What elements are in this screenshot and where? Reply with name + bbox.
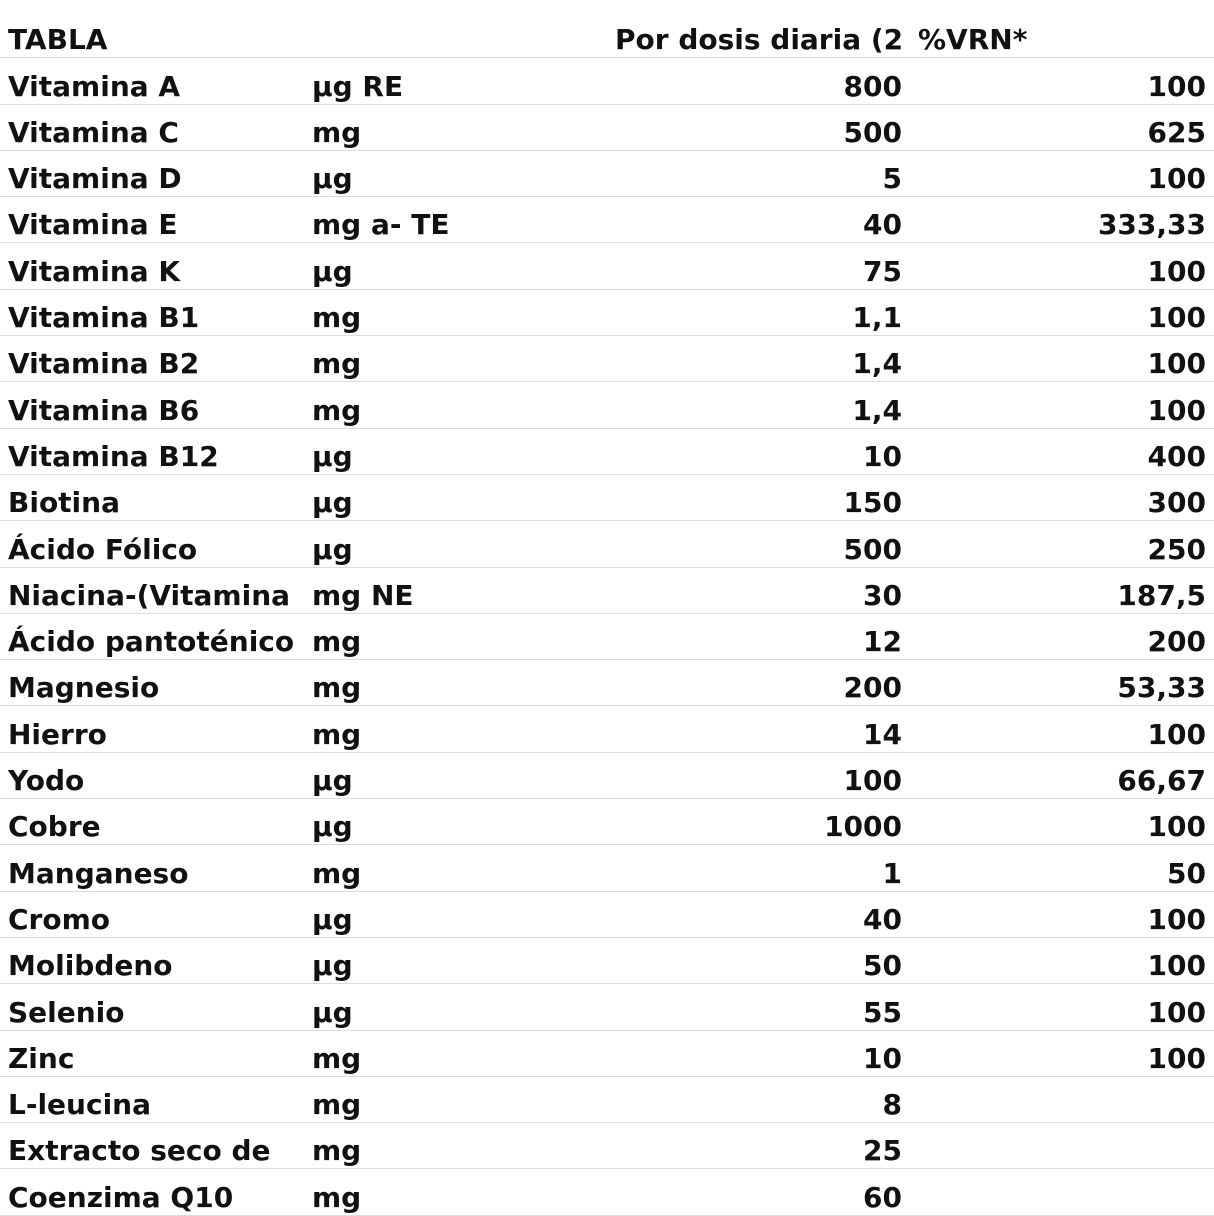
table-header-row [0,12,1214,58]
nutrient-name-cell[interactable]: Molibdeno [8,949,173,983]
daily-dose-cell[interactable]: 40 [863,902,902,936]
nutrient-name-cell[interactable]: Zinc [8,1041,75,1075]
table-row [0,892,1214,938]
nutrient-name-cell[interactable]: Vitamina A [8,69,181,103]
vrn-percent-cell[interactable]: 100 [1147,347,1206,381]
vrn-percent-cell[interactable]: 100 [1147,949,1206,983]
nutrient-name-cell[interactable]: Coenzima Q10 [8,1180,234,1214]
daily-dose-cell[interactable]: 800 [843,69,902,103]
unit-cell[interactable]: µg [312,486,353,520]
daily-dose-cell[interactable]: 75 [863,254,902,288]
table-row [0,1170,1214,1216]
nutrient-name-cell[interactable]: Vitamina C [8,115,179,149]
unit-cell[interactable]: mg [312,393,362,427]
vrn-percent-cell[interactable]: 625 [1147,115,1206,149]
table-row [0,290,1214,336]
unit-cell[interactable]: µg [312,949,353,983]
daily-dose-cell[interactable]: 55 [863,995,902,1029]
nutrient-name-cell[interactable]: Manganeso [8,856,189,890]
nutrient-name-cell[interactable]: Niacina-(Vitamina [8,578,291,612]
unit-cell[interactable]: mg [312,671,362,705]
unit-cell[interactable]: mg [312,856,362,890]
vrn-percent-cell[interactable]: 333,33 [1097,208,1206,242]
nutrient-name-cell[interactable]: Yodo [8,764,85,798]
unit-cell[interactable]: mg [312,625,362,659]
daily-dose-cell[interactable]: 30 [863,578,902,612]
unit-cell[interactable]: µg [312,810,353,844]
nutrient-name-cell[interactable]: Hierro [8,717,107,751]
unit-cell[interactable]: µg [312,254,353,288]
table-row [0,1031,1214,1077]
unit-cell[interactable]: µg [312,162,353,196]
unit-cell[interactable]: µg [312,764,353,798]
daily-dose-cell[interactable]: 12 [863,625,902,659]
daily-dose-cell[interactable]: 1,1 [852,301,902,335]
vrn-percent-cell[interactable]: 66,67 [1117,764,1206,798]
vrn-percent-cell[interactable]: 100 [1147,902,1206,936]
vrn-percent-cell[interactable]: 53,33 [1117,671,1206,705]
nutrient-name-cell[interactable]: L-leucina [8,1088,152,1122]
nutrient-name-cell[interactable]: Vitamina B2 [8,347,200,381]
vrn-percent-cell[interactable]: 100 [1147,1041,1206,1075]
unit-cell[interactable]: µg [312,902,353,936]
daily-dose-cell[interactable]: 50 [863,949,902,983]
vrn-percent-cell[interactable]: 300 [1147,486,1206,520]
unit-cell[interactable]: mg NE [312,578,414,612]
unit-cell[interactable]: µg [312,532,353,566]
vrn-percent-cell[interactable]: 400 [1147,439,1206,473]
nutrient-name-cell[interactable]: Magnesio [8,671,160,705]
unit-cell[interactable]: mg [312,115,362,149]
header-vrn-cell[interactable]: %VRN* [918,23,1028,57]
unit-cell[interactable]: µg [312,995,353,1029]
nutrient-name-cell[interactable]: Vitamina B6 [8,393,200,427]
nutrient-name-cell[interactable]: Vitamina E [8,208,178,242]
unit-cell[interactable]: mg a- TE [312,208,450,242]
nutrient-name-cell[interactable]: Vitamina B1 [8,301,200,335]
vrn-percent-cell[interactable]: 200 [1147,625,1206,659]
table-row [0,1123,1214,1169]
nutrient-name-cell[interactable]: Vitamina D [8,162,182,196]
daily-dose-cell[interactable]: 25 [863,1134,902,1168]
daily-dose-cell[interactable]: 500 [843,532,902,566]
table-row [0,521,1214,567]
vrn-percent-cell[interactable]: 100 [1147,69,1206,103]
nutrient-name-cell[interactable]: Cobre [8,810,101,844]
vrn-percent-cell[interactable]: 100 [1147,717,1206,751]
table-row [0,799,1214,845]
unit-cell[interactable]: mg [312,1041,362,1075]
table-row [0,845,1214,891]
daily-dose-cell[interactable]: 40 [863,208,902,242]
daily-dose-cell[interactable]: 150 [843,486,902,520]
header-name-cell[interactable]: TABLA [8,23,108,57]
daily-dose-cell[interactable]: 10 [863,1041,902,1075]
header-dose-cell[interactable]: Por dosis diaria (2 [615,23,904,57]
table-row [0,336,1214,382]
daily-dose-cell[interactable]: 5 [882,162,902,196]
nutrient-name-cell[interactable]: Ácido Fólico [8,532,198,566]
unit-cell[interactable]: µg [312,439,353,473]
vrn-percent-cell[interactable]: 100 [1147,254,1206,288]
vrn-percent-cell[interactable]: 100 [1147,995,1206,1029]
daily-dose-cell[interactable]: 10 [863,439,902,473]
daily-dose-cell[interactable]: 14 [863,717,902,751]
unit-cell[interactable]: mg [312,347,362,381]
nutrient-name-cell[interactable]: Ácido pantoténico [8,625,295,659]
nutrient-name-cell[interactable]: Extracto seco de [8,1134,271,1168]
table-row [0,105,1214,151]
table-row [0,660,1214,706]
daily-dose-cell[interactable]: 100 [843,764,902,798]
unit-cell[interactable]: mg [312,1134,362,1168]
unit-cell[interactable]: mg [312,301,362,335]
table-row [0,984,1214,1030]
table-row [0,197,1214,243]
vrn-percent-cell[interactable]: 100 [1147,301,1206,335]
daily-dose-cell[interactable]: 200 [843,671,902,705]
table-row [0,568,1214,614]
daily-dose-cell[interactable]: 1,4 [852,393,902,427]
nutrient-name-cell[interactable]: Selenio [8,995,125,1029]
header-unit-cell[interactable] [312,12,602,57]
table-row [0,753,1214,799]
table-row [0,614,1214,660]
daily-dose-cell[interactable]: 500 [843,115,902,149]
table-row [0,58,1214,104]
unit-cell[interactable]: mg [312,1180,362,1214]
daily-dose-cell[interactable]: 1,4 [852,347,902,381]
nutrient-name-cell[interactable]: Vitamina K [8,254,181,288]
daily-dose-cell[interactable]: 8 [882,1088,902,1122]
unit-cell[interactable]: mg [312,717,362,751]
table-row [0,938,1214,984]
nutrient-name-cell[interactable]: Vitamina B12 [8,439,219,473]
daily-dose-cell[interactable]: 1 [882,856,902,890]
vrn-percent-cell[interactable] [906,1170,1206,1215]
vrn-percent-cell[interactable]: 100 [1147,393,1206,427]
nutrient-name-cell[interactable]: Biotina [8,486,120,520]
table-row [0,382,1214,428]
vrn-percent-cell[interactable] [906,1077,1206,1122]
daily-dose-cell[interactable]: 1000 [824,810,902,844]
daily-dose-cell[interactable]: 60 [863,1180,902,1214]
unit-cell[interactable]: mg [312,1088,362,1122]
table-row [0,151,1214,197]
nutrient-name-cell[interactable]: Cromo [8,902,111,936]
vrn-percent-cell[interactable]: 100 [1147,810,1206,844]
vrn-percent-cell[interactable] [906,1123,1206,1168]
vrn-percent-cell[interactable]: 50 [1167,856,1206,890]
vrn-percent-cell[interactable]: 187,5 [1117,578,1206,612]
vrn-percent-cell[interactable]: 250 [1147,532,1206,566]
vrn-percent-cell[interactable]: 100 [1147,162,1206,196]
table-row [0,475,1214,521]
table-row [0,1077,1214,1123]
table-row [0,244,1214,290]
table-row [0,707,1214,753]
table-row [0,429,1214,475]
unit-cell[interactable]: µg RE [312,69,404,103]
